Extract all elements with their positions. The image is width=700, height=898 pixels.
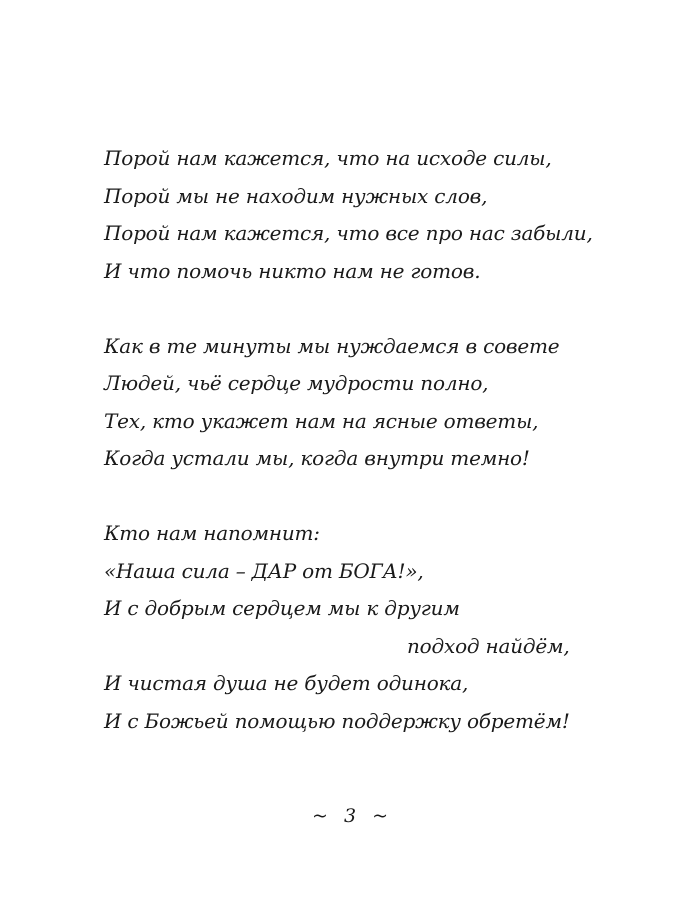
poem [104, 140, 644, 740]
poem-line: «Наша сила – ДАР от БОГА!», [104, 558, 424, 583]
poem-line: И с добрым сердцем мы к другим [104, 596, 460, 620]
tilde-ornament-left: ~ [311, 805, 328, 827]
poem-line-continuation: подход найдём, [407, 633, 570, 658]
stanza-1 [104, 140, 644, 290]
poem-line: Порой нам кажется, что все про нас забыли, [104, 221, 593, 245]
tilde-ornament-right: ~ [372, 805, 388, 827]
stanza-2 [104, 328, 644, 478]
poem-line: Когда устали мы, когда внутри темно! [104, 446, 530, 470]
poem-line: Порой нам кажется, что на исходе силы, [104, 146, 552, 170]
poem-line: Кто нам напомнит: [104, 521, 320, 545]
poem-line: Людей, чьё сердце мудрости полно, [104, 371, 489, 395]
stanza-3 [104, 515, 644, 740]
poem-line: Порой мы не находим нужных слов, [104, 183, 488, 208]
poem-line: И чистая душа не будет одинока, [104, 671, 469, 695]
poem-line: И что помочь никто нам не готов. [104, 258, 481, 283]
stanza-gap [104, 290, 644, 328]
poem-line: И с Божьей помощью поддержку обретём! [104, 708, 570, 733]
page-number: 3 [343, 805, 357, 827]
poem-line: Как в те минуты мы нуждаемся в совете [104, 333, 560, 358]
page-footer [0, 802, 700, 830]
poem-line: Тех, кто укажет нам на ясные ответы, [104, 408, 539, 433]
stanza-gap [104, 478, 644, 516]
